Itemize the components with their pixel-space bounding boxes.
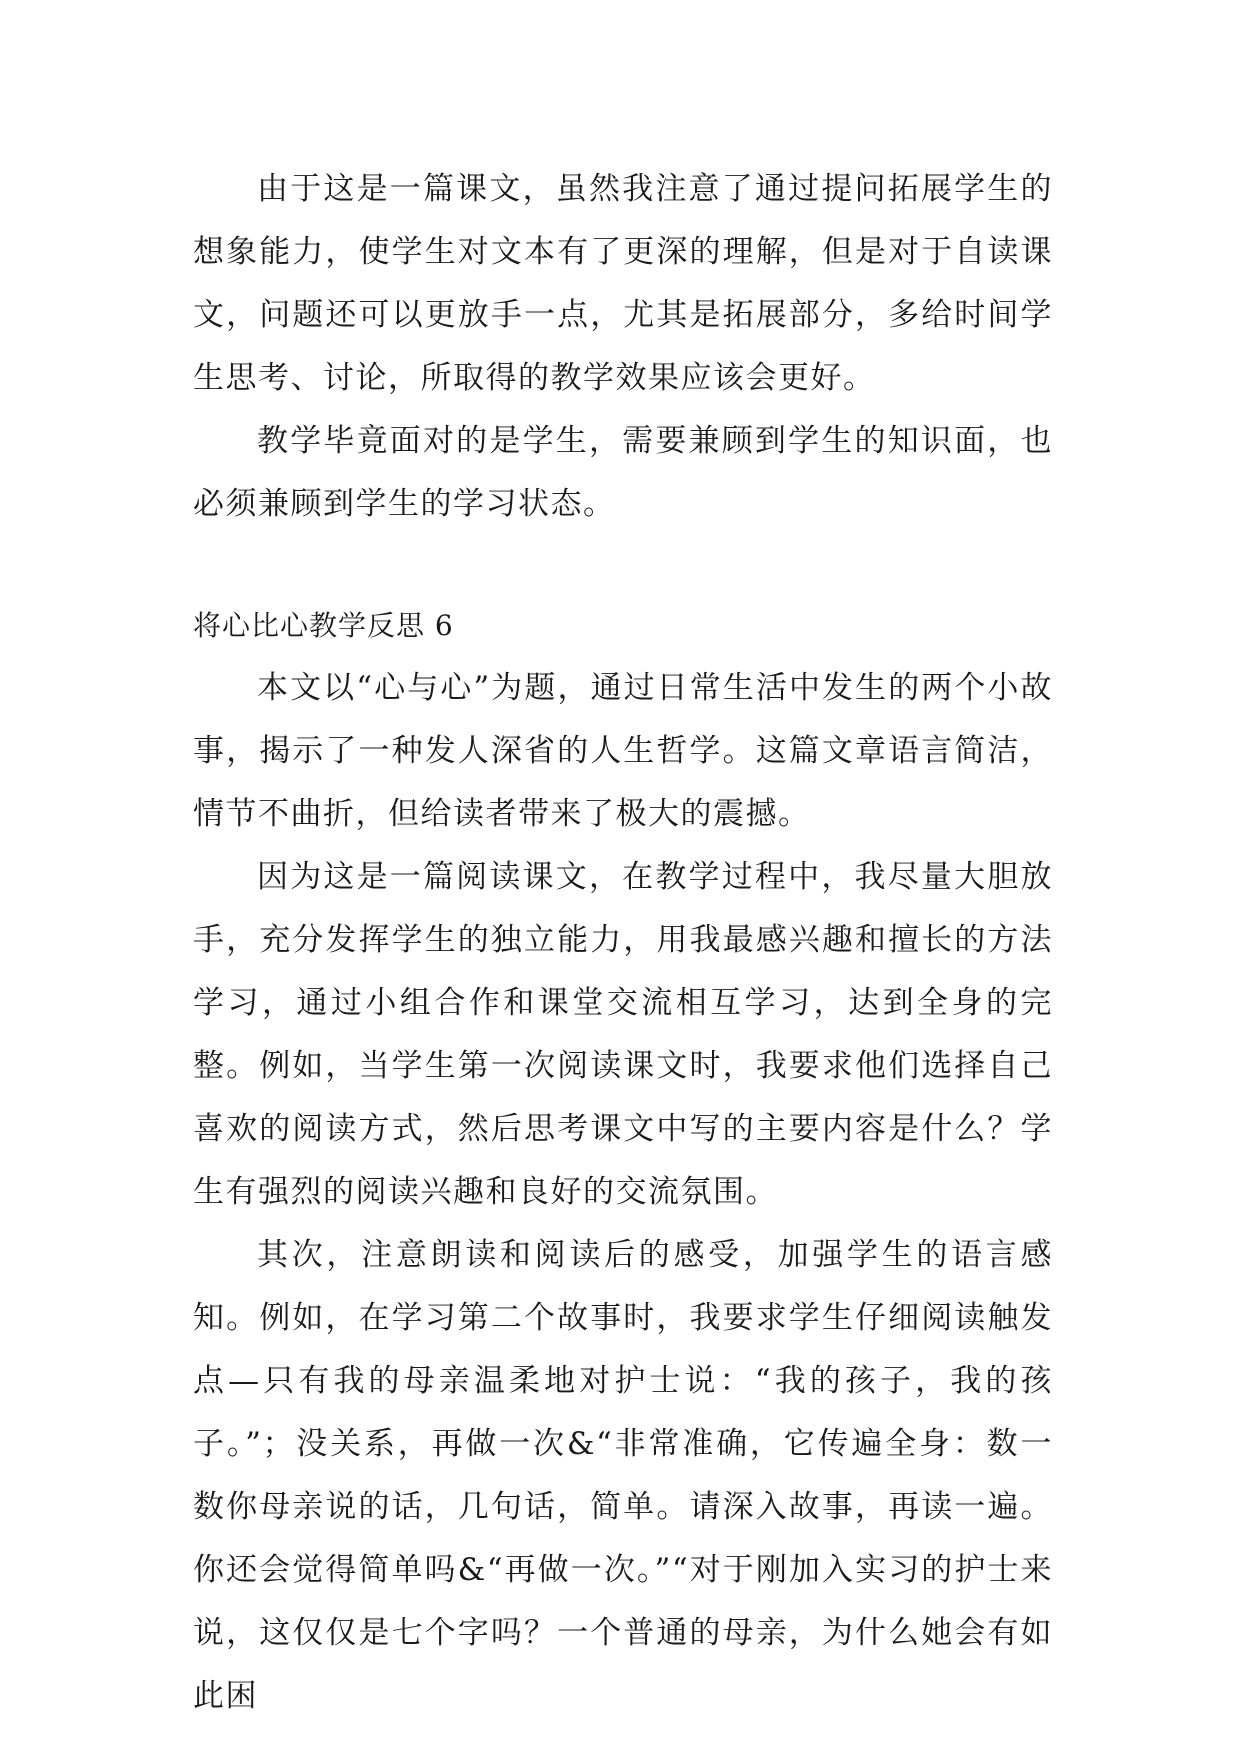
paragraph: 本文以“心与心”为题，通过日常生活中发生的两个小故事，揭示了一种发人深省的人生哲学。这篇文章语言简洁，情节不曲折，但给读者带来了极大的震撼。 [193, 670, 1053, 832]
paragraph: 其次，注意朗读和阅读后的感受，加强学生的语言感知。例如，在学习第二个故事时，我要求学生仔细阅读触发点—只有我的母亲温柔地对护士说：“我的孩子，我的孩子。”；没关系，再做一次&“非常准确，它传遍全身：数一数你母亲说的话，几句话，简单。请深入故事，再读一遍。你还会觉得简单吗&“再做一次。”“对于刚加入实习的护士来说，这仅仅是七个字吗？一个普通的母亲，为什么她会有如此困 [193, 1237, 1053, 1714]
paragraph: 因为这是一篇阅读课文，在教学过程中，我尽量大胆放手，充分发挥学生的独立能力，用我最感兴趣和擅长的方法学习，通过小组合作和课堂交流相互学习，达到全身的完整。例如，当学生第一次阅读课文时，我要求他们选择自己喜欢的阅读方式，然后思考课文中写的主要内容是什么？学生有强烈的阅读兴趣和良好的交流氛围。 [193, 859, 1053, 1210]
section-spacer [193, 536, 1053, 594]
paragraph: 由于这是一篇课文，虽然我注意了通过提问拓展学生的想象能力，使学生对文本有了更深的理解，但是对于自读课文，问题还可以更放手一点，尤其是拓展部分，多给时间学生思考、讨论，所取得的教学效果应该会更好。 [193, 171, 1053, 396]
section-heading: 将心比心教学反思 6 [193, 609, 454, 642]
document-body [193, 158, 1053, 1728]
paragraph: 教学毕竟面对的是学生，需要兼顾到学生的知识面，也必须兼顾到学生的学习状态。 [193, 423, 1053, 522]
